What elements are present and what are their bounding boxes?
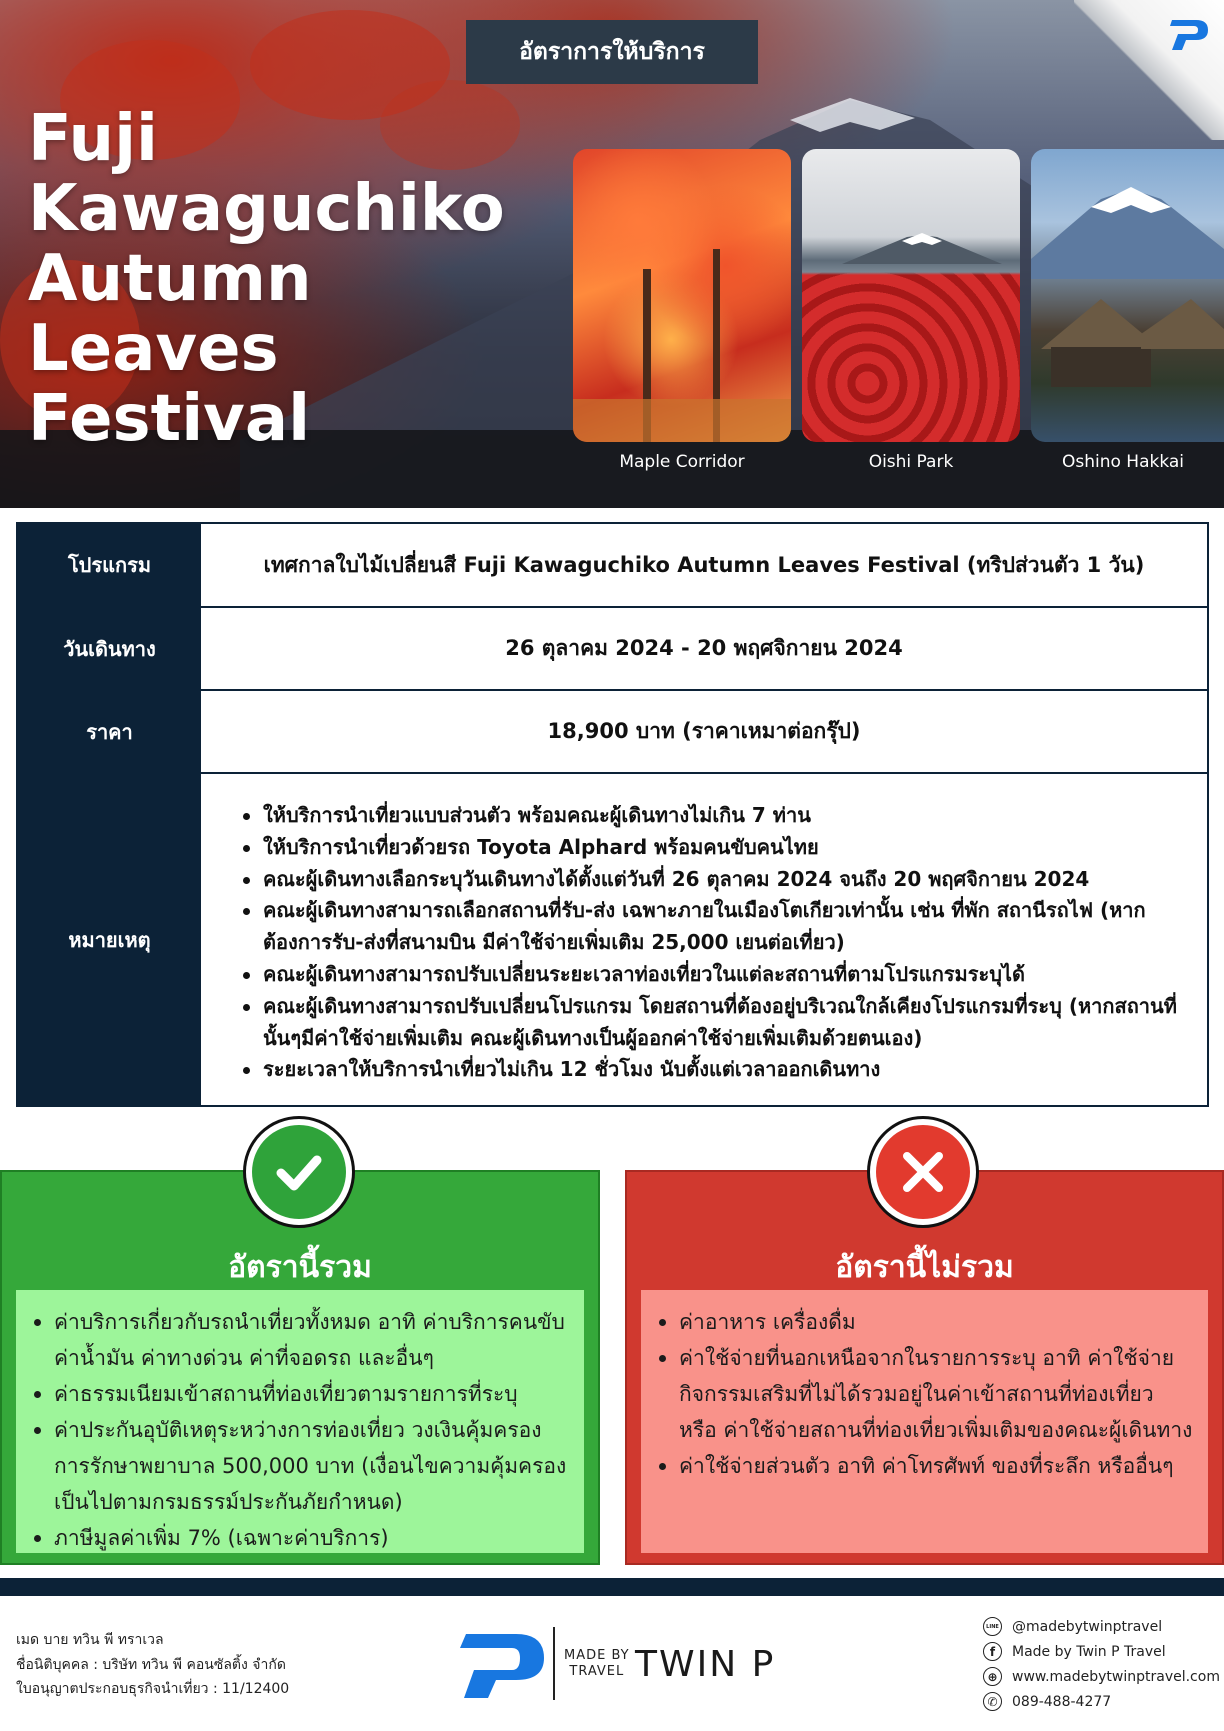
list-item: ค่าอาหาร เครื่องดื่ม — [651, 1304, 1196, 1340]
list-item: ค่าบริการเกี่ยวกับรถนำเที่ยวทั้งหมด อาทิ ค่าบริการคนขับ ค่าน้ำมัน ค่าทางด่วน ค่าที่จอดรถ และอื่นๆ — [26, 1304, 572, 1376]
photo-oishi-park — [802, 149, 1020, 442]
price-label: ราคา — [18, 691, 201, 772]
made-by-text — [564, 1648, 630, 1680]
photo-caption: Oshino Hakkai — [1061, 452, 1185, 472]
contact-text: Made by Twin P Travel — [1012, 1643, 1166, 1660]
photo-caption: Oishi Park — [868, 452, 954, 472]
table-row-program — [18, 524, 1207, 606]
dates-label: วันเดินทาง — [18, 608, 201, 689]
list-item: ให้บริการนำเที่ยวด้วยรถ Toyota Alphard พร้อมคนขับคนไทย — [239, 832, 1187, 864]
included-list — [26, 1304, 572, 1556]
notes-label: หมายเหตุ — [18, 774, 201, 1105]
hero-title-line: Leaves — [28, 312, 279, 386]
twin-p-logo-icon — [1166, 16, 1210, 52]
contact-text: www.madebytwinptravel.com — [1012, 1668, 1220, 1685]
company-name: เมด บาย ทวิน พี ทราเวล — [16, 1632, 164, 1648]
tour-license: ใบอนุญาตประกอบธุรกิจนำเที่ยว : 11/12400 — [16, 1681, 290, 1697]
close-icon — [893, 1142, 953, 1202]
cross-badge — [867, 1116, 979, 1228]
list-item: ค่าประกันอุบัติเหตุระหว่างการท่องเที่ยว วงเงินคุ้มครองการรักษาพยาบาล 500,000 บาท (เงื่อนไขความคุ้มครองเป็นไปตามกรมธรรม์ประกันภัยกำหนด) — [26, 1412, 572, 1520]
service-rates-tab: อัตราการให้บริการ — [466, 20, 758, 84]
contact-text: @madebytwinptravel — [1012, 1618, 1163, 1635]
included-title: อัตรานี้รวม — [228, 1250, 372, 1285]
contact-facebook[interactable] — [983, 1639, 1220, 1664]
contact-text: 089-488-4277 — [1012, 1693, 1112, 1710]
checkmark-badge — [243, 1116, 355, 1228]
list-item: คณะผู้เดินทางสามารถเลือกสถานที่รับ-ส่ง เฉพาะภายในเมืองโตเกียวเท่านั้น เช่น ที่พัก สถานีรถไฟ (หากต้องการรับ-ส่งที่สนามบิน มีค่าใช้จ่ายเพิ่มเติม 25,000 เยนต่อเที่ยว) — [239, 895, 1187, 959]
list-item: คณะผู้เดินทางเลือกระบุวันเดินทางได้ตั้งแต่วันที่ 26 ตุลาคม 2024 จนถึง 20 พฤศจิกายน 2024 — [239, 864, 1187, 896]
line-icon: LINE — [983, 1617, 1002, 1636]
photo-oshino-hakkai — [1031, 149, 1224, 442]
made-by-label: MADE BY — [564, 1648, 630, 1663]
list-item: คณะผู้เดินทางสามารถปรับเปลี่ยนโปรแกรม โดยสถานที่ต้องอยู่บริเวณใกล้เคียงโปรแกรมที่ระบุ (หากสถานที่นั้นๆมีค่าใช้จ่ายเพิ่มเติม คณะผู้เดินทางเป็นผู้ออกค่าใช้จ่ายเพิ่มเติมด้วยตนเอง) — [239, 991, 1187, 1055]
photo-maple-corridor — [573, 149, 791, 442]
brand-name: TWIN P — [635, 1644, 776, 1685]
footer-logo-divider — [553, 1627, 555, 1700]
photo-caption: Maple Corridor — [619, 452, 745, 472]
footer-divider-bar — [0, 1578, 1224, 1596]
table-row-price — [18, 691, 1207, 772]
program-info-table — [16, 522, 1209, 1107]
excluded-list-box — [641, 1290, 1208, 1553]
included-list-box — [16, 1290, 584, 1553]
globe-icon: ⊕ — [983, 1667, 1002, 1686]
list-item: ค่าใช้จ่ายส่วนตัว อาทิ ค่าโทรศัพท์ ของที่ระลึก หรืออื่นๆ — [651, 1448, 1196, 1484]
list-item: ค่าธรรมเนียมเข้าสถานที่ท่องเที่ยวตามรายการที่ระบุ — [26, 1376, 572, 1412]
twin-p-logo-icon — [452, 1628, 552, 1700]
program-value: เทศกาลใบไม้เปลี่ยนสี Fuji Kawaguchiko Autumn Leaves Festival (ทริปส่วนตัว 1 วัน) — [263, 552, 1145, 577]
list-item: คณะผู้เดินทางสามารถปรับเปลี่ยนระยะเวลาท่องเที่ยวในแต่ละสถานที่ตามโปรแกรมระบุได้ — [239, 959, 1187, 991]
notes-value — [201, 774, 1207, 1105]
facebook-icon: f — [983, 1642, 1002, 1661]
excluded-panel — [625, 1170, 1224, 1565]
phone-icon: ✆ — [983, 1692, 1002, 1711]
included-panel — [0, 1170, 600, 1565]
company-legal-name: ชื่อนิติบุคคล : บริษัท ทวิน พี คอนซัลติ้ง จำกัด — [16, 1656, 286, 1673]
list-item: ภาษีมูลค่าเพิ่ม 7% (เฉพาะค่าบริการ) — [26, 1520, 572, 1556]
notes-list — [239, 800, 1187, 1086]
travel-label: TRAVEL — [569, 1664, 625, 1679]
table-row-dates — [18, 608, 1207, 689]
list-item: ระยะเวลาให้บริการนำเที่ยวไม่เกิน 12 ชั่วโมง นับตั้งแต่เวลาออกเดินทาง — [239, 1054, 1187, 1086]
hero-title-line: Fuji — [28, 102, 158, 176]
hero-title — [28, 104, 588, 454]
contact-phone[interactable] — [983, 1689, 1220, 1714]
company-info — [16, 1628, 289, 1702]
checkmark-icon — [269, 1142, 329, 1202]
price-value: 18,900 บาท (ราคาเหมาต่อกรุ๊ป) — [547, 719, 861, 743]
hero-title-line: Kawaguchiko — [28, 172, 505, 246]
hero-banner — [0, 0, 1224, 508]
program-label: โปรแกรม — [18, 524, 201, 606]
hero-title-line: Festival — [28, 382, 310, 456]
list-item: ค่าใช้จ่ายที่นอกเหนือจากในรายการระบุ อาทิ ค่าใช้จ่ายกิจกรรมเสริมที่ไม่ได้รวมอยู่ในค่าเข้าสถานที่ท่องเที่ยว หรือ ค่าใช้จ่ายสถานที่ท่องเที่ยวเพิ่มเติมของคณะผู้เดินทาง — [651, 1340, 1196, 1448]
hero-title-line: Autumn — [28, 242, 312, 316]
table-row-notes — [18, 774, 1207, 1105]
contact-list — [983, 1614, 1220, 1714]
contact-website[interactable] — [983, 1664, 1220, 1689]
dates-value: 26 ตุลาคม 2024 - 20 พฤศจิกายน 2024 — [505, 636, 903, 660]
list-item: ให้บริการนำเที่ยวแบบส่วนตัว พร้อมคณะผู้เดินทางไม่เกิน 7 ท่าน — [239, 800, 1187, 832]
contact-line[interactable] — [983, 1614, 1220, 1639]
excluded-title: อัตรานี้ไม่รวม — [835, 1250, 1014, 1285]
excluded-list — [651, 1304, 1196, 1484]
